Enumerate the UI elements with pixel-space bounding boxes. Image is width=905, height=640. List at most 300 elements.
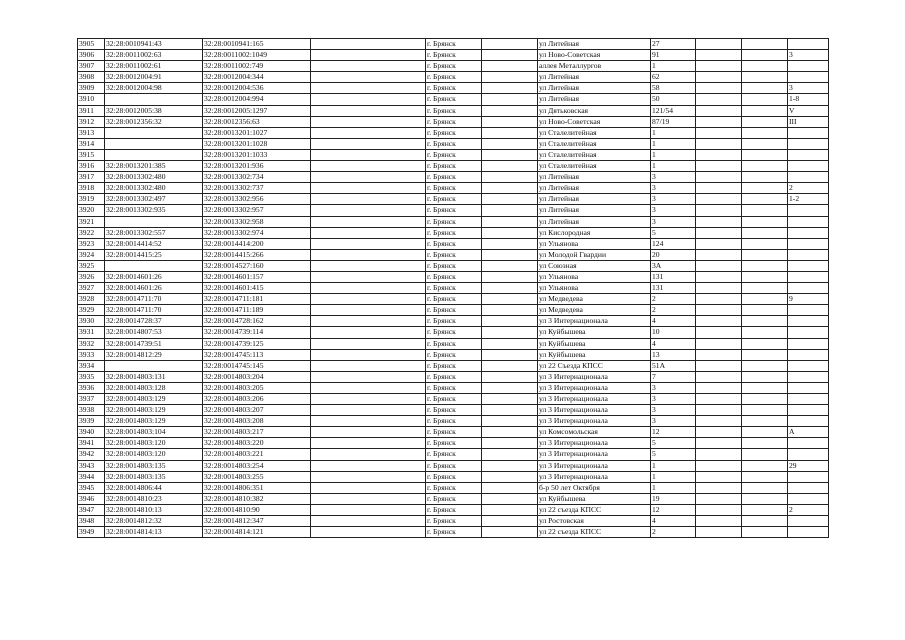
cell-old-cadastral-number: 32:28:0010941:43 xyxy=(105,39,203,50)
cell-empty-column-a xyxy=(311,482,426,493)
cell-row-number: 3942 xyxy=(78,449,105,460)
cell-empty-column-b xyxy=(482,493,538,504)
cell-empty-column-b xyxy=(482,216,538,227)
cell-cadastral-number: 32:28:0014803:221 xyxy=(203,449,311,460)
cell-empty-column-a xyxy=(311,271,426,282)
cell-empty-column-c xyxy=(696,371,742,382)
cell-row-number: 3910 xyxy=(78,94,105,105)
cell-cadastral-number: 32:28:0014810:382 xyxy=(203,493,311,504)
cell-house-number: 124 xyxy=(651,238,696,249)
cell-house-number: 131 xyxy=(651,271,696,282)
cell-apartment: 3 xyxy=(788,83,829,94)
cell-cadastral-number: 32:28:0013201:1027 xyxy=(203,127,311,138)
table-row xyxy=(78,371,829,382)
cell-empty-column-d xyxy=(742,449,788,460)
cell-cadastral-number: 32:28:0014810:90 xyxy=(203,504,311,515)
cell-house-number: 1 xyxy=(651,149,696,160)
cell-house-number: 3А xyxy=(651,260,696,271)
cell-cadastral-number: 32:28:0014814:121 xyxy=(203,527,311,538)
cell-empty-column-c xyxy=(696,394,742,405)
cell-empty-column-a xyxy=(311,294,426,305)
table-row xyxy=(78,127,829,138)
cell-old-cadastral-number: 32:28:0013201:385 xyxy=(105,161,203,172)
cell-street: ул 3 Интернационала xyxy=(538,394,651,405)
cell-cadastral-number: 32:28:0013302:737 xyxy=(203,183,311,194)
table-row xyxy=(78,449,829,460)
cell-house-number: 1 xyxy=(651,138,696,149)
cell-row-number: 3921 xyxy=(78,216,105,227)
cell-street: ул Сталелитейная xyxy=(538,138,651,149)
cell-house-number: 7 xyxy=(651,371,696,382)
cell-cadastral-number: 32:28:0014803:254 xyxy=(203,460,311,471)
cell-row-number: 3923 xyxy=(78,238,105,249)
cell-old-cadastral-number: 32:28:0014803:104 xyxy=(105,427,203,438)
cell-apartment xyxy=(788,516,829,527)
cell-cadastral-number: 32:28:0014414:200 xyxy=(203,238,311,249)
cell-old-cadastral-number: 32:28:0014803:129 xyxy=(105,394,203,405)
cell-empty-column-b xyxy=(482,449,538,460)
table-row xyxy=(78,427,829,438)
cell-cadastral-number: 32:28:0013302:734 xyxy=(203,172,311,183)
cell-cadastral-number: 32:28:0012004:536 xyxy=(203,83,311,94)
cell-house-number: 3 xyxy=(651,205,696,216)
cell-empty-column-c xyxy=(696,305,742,316)
cell-row-number: 3926 xyxy=(78,271,105,282)
cell-city: г. Брянск xyxy=(426,271,482,282)
cell-street: ул Литейная xyxy=(538,83,651,94)
cell-street: ул Литейная xyxy=(538,94,651,105)
cell-empty-column-a xyxy=(311,527,426,538)
cell-empty-column-a xyxy=(311,127,426,138)
cell-city: г. Брянск xyxy=(426,527,482,538)
cell-empty-column-c xyxy=(696,427,742,438)
cell-house-number: 1 xyxy=(651,471,696,482)
cell-row-number: 3941 xyxy=(78,438,105,449)
cell-empty-column-a xyxy=(311,138,426,149)
cell-cadastral-number: 32:28:0013302:974 xyxy=(203,227,311,238)
cell-empty-column-c xyxy=(696,138,742,149)
table-row xyxy=(78,72,829,83)
cell-city: г. Брянск xyxy=(426,94,482,105)
cell-empty-column-b xyxy=(482,482,538,493)
cell-street: ул 3 Интернационала xyxy=(538,405,651,416)
cell-empty-column-c xyxy=(696,149,742,160)
cell-old-cadastral-number: 32:28:0014803:129 xyxy=(105,416,203,427)
cell-empty-column-b xyxy=(482,271,538,282)
cell-house-number: 10 xyxy=(651,327,696,338)
table-row xyxy=(78,394,829,405)
cell-empty-column-a xyxy=(311,161,426,172)
cell-empty-column-b xyxy=(482,105,538,116)
cell-empty-column-c xyxy=(696,271,742,282)
cell-cadastral-number: 32:28:0013201:936 xyxy=(203,161,311,172)
cell-row-number: 3916 xyxy=(78,161,105,172)
cell-row-number: 3944 xyxy=(78,471,105,482)
cell-street: ул Молодой Гвардии xyxy=(538,249,651,260)
cell-apartment xyxy=(788,39,829,50)
table-row xyxy=(78,216,829,227)
cell-empty-column-a xyxy=(311,72,426,83)
cell-empty-column-c xyxy=(696,227,742,238)
cell-row-number: 3931 xyxy=(78,327,105,338)
cell-house-number: 12 xyxy=(651,427,696,438)
cell-empty-column-b xyxy=(482,360,538,371)
cell-empty-column-b xyxy=(482,460,538,471)
cell-old-cadastral-number: 32:28:0012005:38 xyxy=(105,105,203,116)
cell-apartment xyxy=(788,172,829,183)
cell-city: г. Брянск xyxy=(426,149,482,160)
cell-empty-column-d xyxy=(742,172,788,183)
cell-row-number: 3924 xyxy=(78,249,105,260)
cell-row-number: 3914 xyxy=(78,138,105,149)
cell-empty-column-c xyxy=(696,94,742,105)
cell-empty-column-a xyxy=(311,238,426,249)
cell-cadastral-number: 32:28:0012004:344 xyxy=(203,72,311,83)
cell-row-number: 3918 xyxy=(78,183,105,194)
cell-empty-column-b xyxy=(482,416,538,427)
cell-cadastral-number: 32:28:0013302:957 xyxy=(203,205,311,216)
cell-empty-column-c xyxy=(696,482,742,493)
cell-street: ул Сталелитейная xyxy=(538,127,651,138)
cell-empty-column-b xyxy=(482,327,538,338)
cell-city: г. Брянск xyxy=(426,227,482,238)
cell-empty-column-d xyxy=(742,83,788,94)
cell-cadastral-number: 32:28:0014601:415 xyxy=(203,283,311,294)
cell-apartment xyxy=(788,305,829,316)
cell-empty-column-c xyxy=(696,216,742,227)
cell-city: г. Брянск xyxy=(426,172,482,183)
cell-empty-column-d xyxy=(742,138,788,149)
cell-old-cadastral-number: 32:28:0013302:935 xyxy=(105,205,203,216)
cell-city: г. Брянск xyxy=(426,50,482,61)
cell-old-cadastral-number: 32:28:0014803:135 xyxy=(105,471,203,482)
cell-apartment xyxy=(788,316,829,327)
cell-old-cadastral-number: 32:28:0012004:91 xyxy=(105,72,203,83)
table-row xyxy=(78,527,829,538)
cell-empty-column-c xyxy=(696,283,742,294)
table-row xyxy=(78,493,829,504)
cell-empty-column-b xyxy=(482,527,538,538)
cell-house-number: 27 xyxy=(651,39,696,50)
cell-empty-column-c xyxy=(696,493,742,504)
table-row xyxy=(78,349,829,360)
cell-street: ул Медведева xyxy=(538,305,651,316)
cell-empty-column-d xyxy=(742,227,788,238)
cell-old-cadastral-number: 32:28:0014810:23 xyxy=(105,493,203,504)
cell-empty-column-d xyxy=(742,194,788,205)
cell-apartment xyxy=(788,482,829,493)
cell-row-number: 3919 xyxy=(78,194,105,205)
cell-house-number: 3 xyxy=(651,172,696,183)
cell-house-number: 131 xyxy=(651,283,696,294)
cell-city: г. Брянск xyxy=(426,194,482,205)
cell-empty-column-c xyxy=(696,527,742,538)
cell-house-number: 87/19 xyxy=(651,116,696,127)
cell-apartment xyxy=(788,227,829,238)
cell-cadastral-number: 32:28:0012004:994 xyxy=(203,94,311,105)
cell-house-number: 91 xyxy=(651,50,696,61)
cell-row-number: 3913 xyxy=(78,127,105,138)
cell-house-number: 1 xyxy=(651,460,696,471)
cell-street: ул Ульянова xyxy=(538,238,651,249)
cell-empty-column-a xyxy=(311,249,426,260)
cell-old-cadastral-number: 32:28:0014812:29 xyxy=(105,349,203,360)
cell-empty-column-c xyxy=(696,316,742,327)
property-register-table xyxy=(77,38,829,538)
cell-apartment xyxy=(788,349,829,360)
cell-row-number: 3940 xyxy=(78,427,105,438)
cell-empty-column-a xyxy=(311,305,426,316)
cell-city: г. Брянск xyxy=(426,438,482,449)
cell-row-number: 3939 xyxy=(78,416,105,427)
cell-cadastral-number: 32:28:0014803:220 xyxy=(203,438,311,449)
cell-empty-column-b xyxy=(482,50,538,61)
cell-apartment xyxy=(788,283,829,294)
cell-apartment: 29 xyxy=(788,460,829,471)
cell-old-cadastral-number: 32:28:0014810:13 xyxy=(105,504,203,515)
cell-apartment xyxy=(788,327,829,338)
cell-old-cadastral-number: 32:28:0014728:37 xyxy=(105,316,203,327)
cell-empty-column-d xyxy=(742,460,788,471)
cell-street: ул 3 Интернационала xyxy=(538,438,651,449)
cell-city: г. Брянск xyxy=(426,72,482,83)
cell-empty-column-d xyxy=(742,438,788,449)
cell-row-number: 3929 xyxy=(78,305,105,316)
table-row xyxy=(78,260,829,271)
table-row xyxy=(78,338,829,349)
cell-empty-column-b xyxy=(482,305,538,316)
cell-empty-column-d xyxy=(742,294,788,305)
cell-cadastral-number: 32:28:0014728:162 xyxy=(203,316,311,327)
cell-cadastral-number: 32:28:0014812:347 xyxy=(203,516,311,527)
cell-empty-column-a xyxy=(311,149,426,160)
cell-city: г. Брянск xyxy=(426,138,482,149)
cell-house-number: 3 xyxy=(651,216,696,227)
cell-empty-column-d xyxy=(742,405,788,416)
cell-empty-column-b xyxy=(482,94,538,105)
cell-empty-column-a xyxy=(311,360,426,371)
table-row xyxy=(78,94,829,105)
cell-apartment xyxy=(788,438,829,449)
cell-city: г. Брянск xyxy=(426,471,482,482)
cell-empty-column-b xyxy=(482,371,538,382)
cell-empty-column-c xyxy=(696,249,742,260)
cell-empty-column-b xyxy=(482,39,538,50)
cell-city: г. Брянск xyxy=(426,161,482,172)
cell-empty-column-d xyxy=(742,382,788,393)
table-row xyxy=(78,316,829,327)
cell-empty-column-c xyxy=(696,382,742,393)
cell-cadastral-number: 32:28:0012356:63 xyxy=(203,116,311,127)
cell-empty-column-a xyxy=(311,471,426,482)
cell-empty-column-c xyxy=(696,405,742,416)
cell-house-number: 1 xyxy=(651,127,696,138)
cell-house-number: 12 xyxy=(651,504,696,515)
cell-house-number: 5 xyxy=(651,227,696,238)
cell-cadastral-number: 32:28:0014601:157 xyxy=(203,271,311,282)
cell-empty-column-c xyxy=(696,260,742,271)
cell-empty-column-d xyxy=(742,371,788,382)
cell-empty-column-a xyxy=(311,349,426,360)
cell-empty-column-b xyxy=(482,504,538,515)
table-row xyxy=(78,327,829,338)
cell-empty-column-b xyxy=(482,427,538,438)
cell-empty-column-b xyxy=(482,516,538,527)
cell-empty-column-d xyxy=(742,183,788,194)
cell-empty-column-d xyxy=(742,338,788,349)
cell-empty-column-c xyxy=(696,105,742,116)
cell-house-number: 2 xyxy=(651,527,696,538)
cell-row-number: 3930 xyxy=(78,316,105,327)
cell-empty-column-a xyxy=(311,416,426,427)
cell-city: г. Брянск xyxy=(426,39,482,50)
cell-apartment xyxy=(788,61,829,72)
cell-cadastral-number: 32:28:0014711:189 xyxy=(203,305,311,316)
cell-street: ул 3 Интернационала xyxy=(538,449,651,460)
cell-empty-column-b xyxy=(482,349,538,360)
cell-empty-column-c xyxy=(696,172,742,183)
cell-cadastral-number: 32:28:0013201:1028 xyxy=(203,138,311,149)
cell-empty-column-a xyxy=(311,205,426,216)
cell-empty-column-a xyxy=(311,183,426,194)
cell-old-cadastral-number: 32:28:0014807:53 xyxy=(105,327,203,338)
cell-house-number: 13 xyxy=(651,349,696,360)
cell-empty-column-c xyxy=(696,504,742,515)
cell-cadastral-number: 32:28:0013201:1033 xyxy=(203,149,311,160)
cell-cadastral-number: 32:28:0014803:204 xyxy=(203,371,311,382)
cell-apartment: 3 xyxy=(788,50,829,61)
cell-street: ул Кислородная xyxy=(538,227,651,238)
cell-empty-column-a xyxy=(311,516,426,527)
cell-city: г. Брянск xyxy=(426,316,482,327)
cell-empty-column-d xyxy=(742,50,788,61)
cell-cadastral-number: 32:28:0013302:958 xyxy=(203,216,311,227)
cell-old-cadastral-number: 32:28:0014806:44 xyxy=(105,482,203,493)
cell-old-cadastral-number: 32:28:0014803:128 xyxy=(105,382,203,393)
cell-cadastral-number: 32:28:0014803:217 xyxy=(203,427,311,438)
cell-empty-column-a xyxy=(311,283,426,294)
cell-empty-column-c xyxy=(696,194,742,205)
cell-city: г. Брянск xyxy=(426,116,482,127)
cell-empty-column-c xyxy=(696,438,742,449)
cell-empty-column-a xyxy=(311,405,426,416)
cell-street: ул Литейная xyxy=(538,39,651,50)
cell-empty-column-c xyxy=(696,83,742,94)
cell-city: г. Брянск xyxy=(426,493,482,504)
cell-old-cadastral-number: 32:28:0014601:26 xyxy=(105,283,203,294)
cell-city: г. Брянск xyxy=(426,449,482,460)
cell-old-cadastral-number: 32:28:0014814:13 xyxy=(105,527,203,538)
cell-empty-column-d xyxy=(742,471,788,482)
cell-apartment: III xyxy=(788,116,829,127)
cell-empty-column-d xyxy=(742,327,788,338)
cell-apartment: 9 xyxy=(788,294,829,305)
cell-apartment xyxy=(788,449,829,460)
cell-apartment: 1-2 xyxy=(788,194,829,205)
cell-old-cadastral-number: 32:28:0012356:32 xyxy=(105,116,203,127)
cell-row-number: 3909 xyxy=(78,83,105,94)
cell-empty-column-c xyxy=(696,161,742,172)
cell-empty-column-b xyxy=(482,61,538,72)
table-row xyxy=(78,138,829,149)
cell-cadastral-number: 32:28:0014803:205 xyxy=(203,382,311,393)
cell-old-cadastral-number: 32:28:0011002:61 xyxy=(105,61,203,72)
cell-empty-column-a xyxy=(311,116,426,127)
cell-house-number: 19 xyxy=(651,493,696,504)
cell-old-cadastral-number: 32:28:0014803:135 xyxy=(105,460,203,471)
cell-old-cadastral-number: 32:28:0014739:51 xyxy=(105,338,203,349)
table-row xyxy=(78,360,829,371)
cell-city: г. Брянск xyxy=(426,283,482,294)
cell-row-number: 3943 xyxy=(78,460,105,471)
cell-row-number: 3927 xyxy=(78,283,105,294)
table-row xyxy=(78,116,829,127)
cell-empty-column-c xyxy=(696,205,742,216)
cell-apartment xyxy=(788,216,829,227)
table-row xyxy=(78,460,829,471)
cell-street: ул Сталелитейная xyxy=(538,149,651,160)
cell-city: г. Брянск xyxy=(426,260,482,271)
cell-cadastral-number: 32:28:0013302:956 xyxy=(203,194,311,205)
cell-street: ул Куйбышева xyxy=(538,327,651,338)
cell-row-number: 3912 xyxy=(78,116,105,127)
cell-empty-column-d xyxy=(742,205,788,216)
cell-street: ул Ново-Советская xyxy=(538,50,651,61)
cell-row-number: 3906 xyxy=(78,50,105,61)
cell-empty-column-a xyxy=(311,260,426,271)
cell-house-number: 1 xyxy=(651,482,696,493)
cell-empty-column-d xyxy=(742,427,788,438)
cell-street: ул Куйбышева xyxy=(538,493,651,504)
cell-street: ул 3 Интернационала xyxy=(538,371,651,382)
cell-empty-column-b xyxy=(482,471,538,482)
cell-empty-column-a xyxy=(311,61,426,72)
cell-empty-column-c xyxy=(696,360,742,371)
cell-empty-column-d xyxy=(742,216,788,227)
cell-street: ул 22 съезда КПСС xyxy=(538,527,651,538)
cell-old-cadastral-number: 32:28:0014711:70 xyxy=(105,305,203,316)
cell-street: ул Ново-Советская xyxy=(538,116,651,127)
cell-empty-column-d xyxy=(742,360,788,371)
cell-empty-column-a xyxy=(311,504,426,515)
cell-empty-column-a xyxy=(311,50,426,61)
cell-city: г. Брянск xyxy=(426,105,482,116)
table-row xyxy=(78,183,829,194)
cell-empty-column-b xyxy=(482,83,538,94)
cell-empty-column-d xyxy=(742,61,788,72)
cell-street: ул 3 Интернационала xyxy=(538,416,651,427)
cell-row-number: 3922 xyxy=(78,227,105,238)
cell-street: ул Литейная xyxy=(538,216,651,227)
cell-old-cadastral-number: 32:28:0013302:557 xyxy=(105,227,203,238)
cell-empty-column-a xyxy=(311,394,426,405)
table-row xyxy=(78,161,829,172)
cell-empty-column-d xyxy=(742,394,788,405)
cell-empty-column-d xyxy=(742,305,788,316)
cell-empty-column-b xyxy=(482,338,538,349)
cell-old-cadastral-number: 32:28:0014601:26 xyxy=(105,271,203,282)
cell-row-number: 3946 xyxy=(78,493,105,504)
cell-city: г. Брянск xyxy=(426,427,482,438)
cell-city: г. Брянск xyxy=(426,504,482,515)
cell-row-number: 3948 xyxy=(78,516,105,527)
cell-empty-column-d xyxy=(742,116,788,127)
cell-empty-column-b xyxy=(482,394,538,405)
cell-apartment xyxy=(788,405,829,416)
cell-cadastral-number: 32:28:0014745:145 xyxy=(203,360,311,371)
cell-old-cadastral-number: 32:28:0013302:480 xyxy=(105,183,203,194)
cell-empty-column-d xyxy=(742,516,788,527)
